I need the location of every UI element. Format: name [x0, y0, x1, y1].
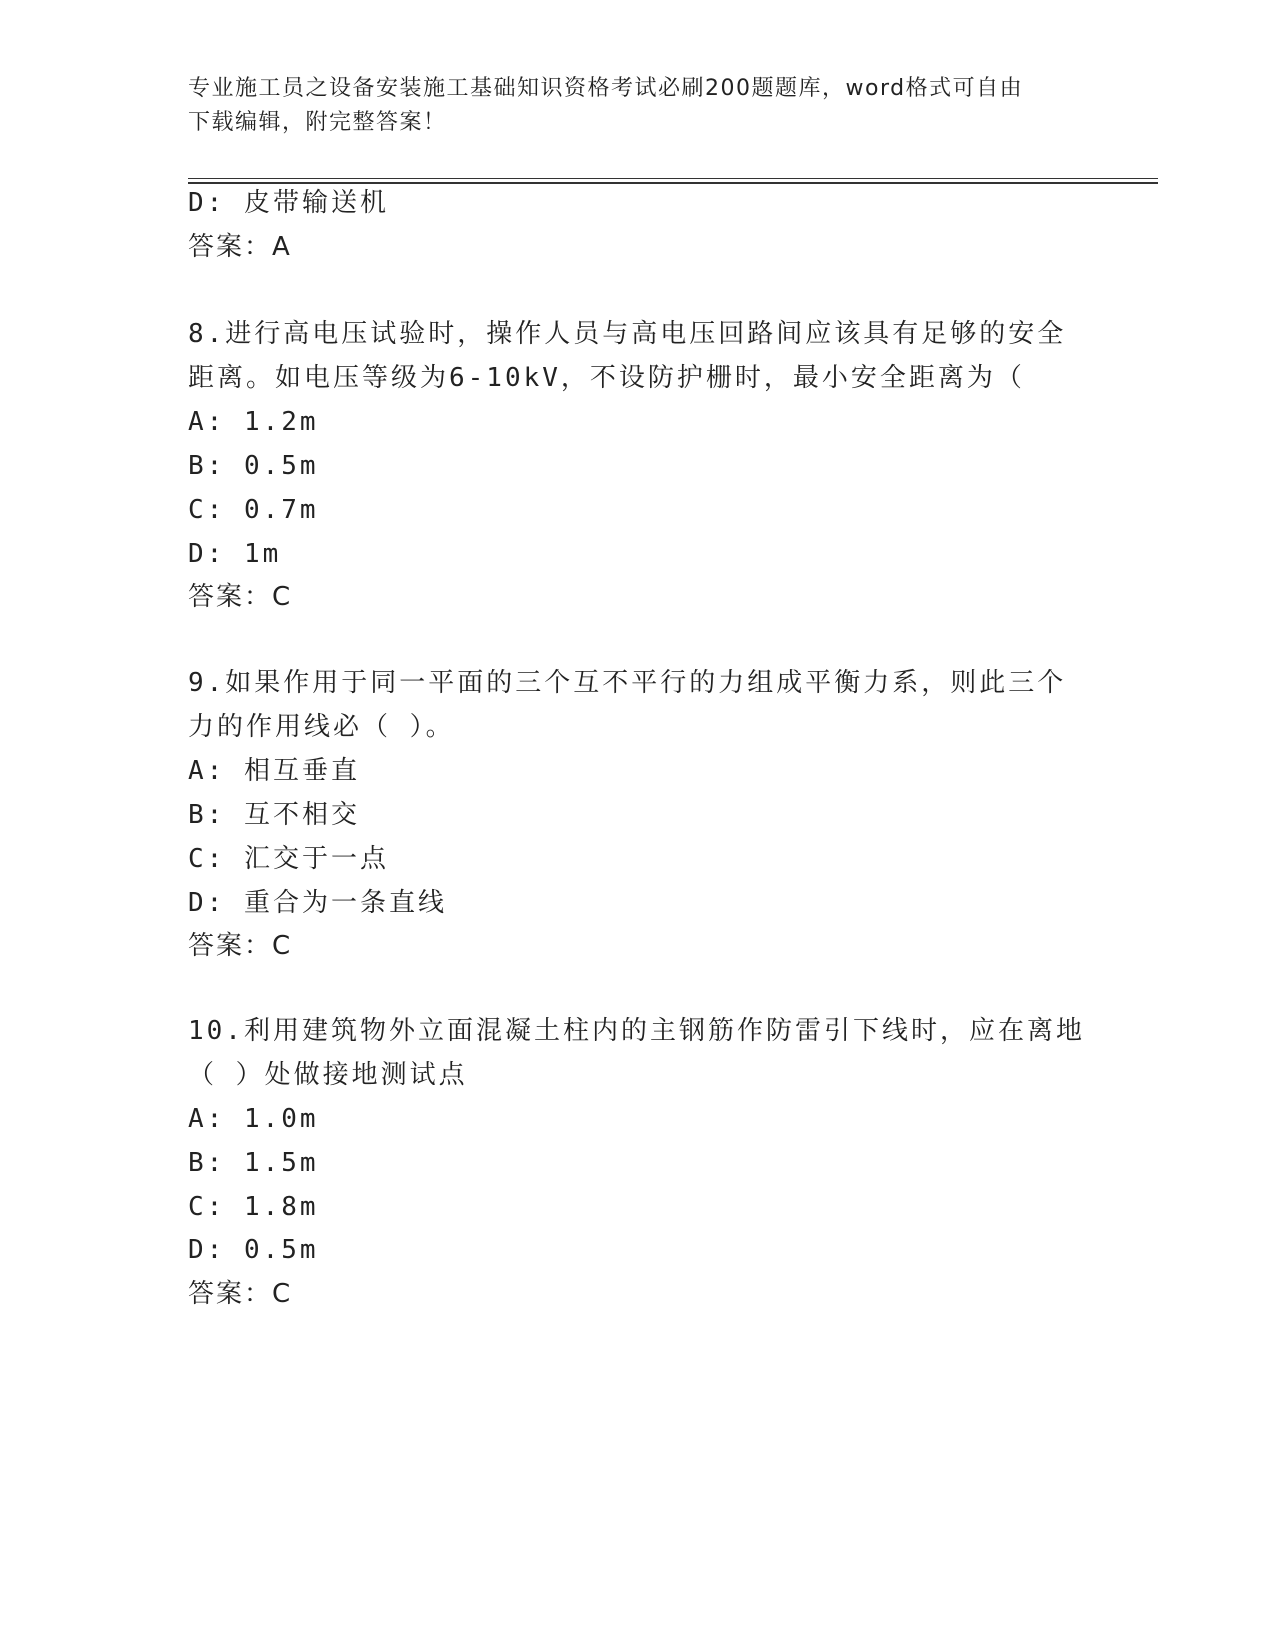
question-8-option-b: B: 0.5m — [188, 451, 319, 481]
question-8-option-c: C: 0.7m — [188, 495, 319, 525]
question-8-stem-line-2: 距离。如电压等级为6-10kV，不设防护栅时，最小安全距离为（ — [188, 363, 1025, 393]
header-line-1: 专业施工员之设备安装施工基础知识资格考试必刷200题题库，word格式可自由 — [188, 76, 1024, 101]
previous-option-d: D: 皮带输送机 — [188, 188, 389, 218]
question-9-answer: 答案：C — [188, 931, 293, 961]
question-9-stem-line-1: 9.如果作用于同一平面的三个互不平行的力组成平衡力系，则此三个 — [188, 668, 1067, 698]
header-line-2: 下载编辑，附完整答案！ — [188, 110, 447, 135]
question-8-option-d: D: 1m — [188, 539, 282, 569]
question-9-option-d: D: 重合为一条直线 — [188, 888, 447, 918]
question-10-option-a: A: 1.0m — [188, 1104, 319, 1134]
question-8-stem-line-1: 8.进行高电压试验时，操作人员与高电压回路间应该具有足够的安全 — [188, 319, 1067, 349]
question-10-option-b: B: 1.5m — [188, 1148, 319, 1178]
question-8-answer: 答案：C — [188, 582, 293, 612]
question-9-option-c: C: 汇交于一点 — [188, 844, 389, 874]
question-9-option-b: B: 互不相交 — [188, 800, 360, 830]
question-10-option-c: C: 1.8m — [188, 1192, 319, 1222]
question-8-option-a: A: 1.2m — [188, 407, 319, 437]
previous-answer: 答案：A — [188, 232, 292, 262]
question-10-stem-line-2: （ ）处做接地测试点 — [188, 1060, 468, 1090]
question-9-option-a: A: 相互垂直 — [188, 756, 360, 786]
question-10-stem-line-1: 10.利用建筑物外立面混凝土柱内的主钢筋作防雷引下线时，应在离地 — [188, 1016, 1085, 1046]
question-10-answer: 答案：C — [188, 1279, 293, 1309]
question-10-option-d: D: 0.5m — [188, 1235, 319, 1265]
document-header — [188, 72, 1088, 140]
question-9-stem-line-2: 力的作用线必（ ）。 — [188, 712, 455, 742]
header-divider-thick — [188, 182, 1158, 184]
header-divider-thin — [188, 178, 1158, 179]
